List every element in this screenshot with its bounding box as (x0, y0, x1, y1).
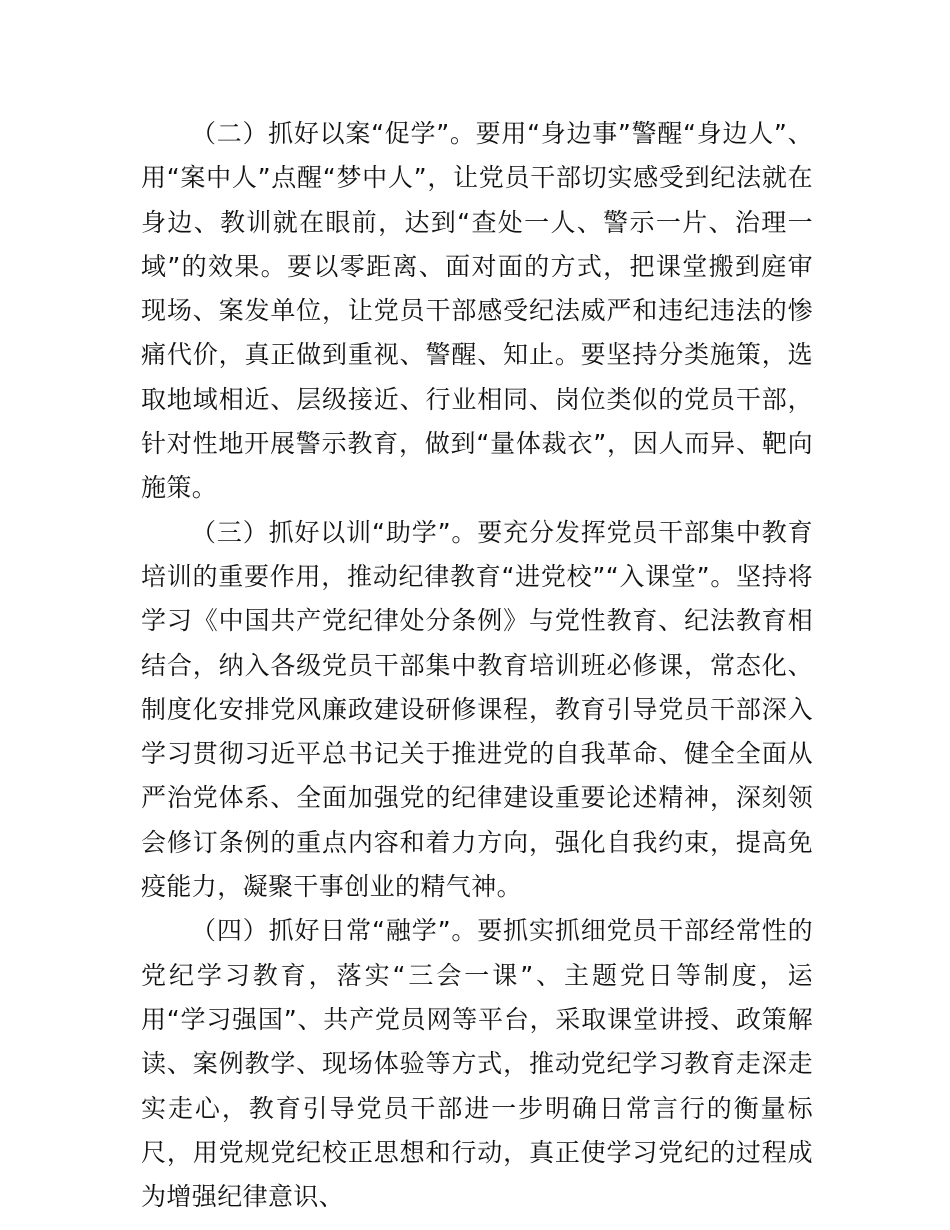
paragraph-section-3: （三）抓好以训“助学”。要充分发挥党员干部集中教育培训的重要作用，推动纪律教育“进党校”“入课堂”。坚持将学习《中国共产党纪律处分条例》与党性教育、纪法教育相结合，纳入各级党员干部集中教育培训班必修课，常态化、制度化安排党风廉政建设研修课程，教育引导党员干部深入学习贯彻习近平总书记关于推进党的自我革命、健全全面从严治党体系、全面加强党的纪律建设重要论述精神，深刻领会修订条例的重点内容和着力方向，强化自我约束，提高免疫能力，凝聚干事创业的精气神。 (141, 517, 813, 902)
paragraph-section-4: （四）抓好日常“融学”。要抓实抓细党员干部经常性的党纪学习教育，落实“三会一课”、主题党日等制度，运用“学习强国”、共产党员网等平台，采取课堂讲授、政策解读、案例教学、现场体验等方式，推动党纪学习教育走深走实走心，教育引导党员干部进一步明确日常言行的衡量标尺，用党规党纪校正思想和行动，真正使学习党纪的过程成为增强纪律意识、 (141, 916, 813, 1212)
paragraph-section-2: （二）抓好以案“促学”。要用“身边事”警醒“身边人”、用“案中人”点醒“梦中人”，让党员干部切实感受到纪法就在身边、教训就在眼前，达到“查处一人、警示一片、治理一域”的效果。要以零距离、面对面的方式，把课堂搬到庭审现场、案发单位，让党员干部感受纪法威严和违纪违法的惨痛代价，真正做到重视、警醒、知止。要坚持分类施策，选取地域相近、层级接近、行业相同、岗位类似的党员干部，针对性地开展警示教育，做到“量体裁衣”，因人而异、靶向施策。 (141, 119, 813, 503)
document-body (141, 112, 813, 1219)
